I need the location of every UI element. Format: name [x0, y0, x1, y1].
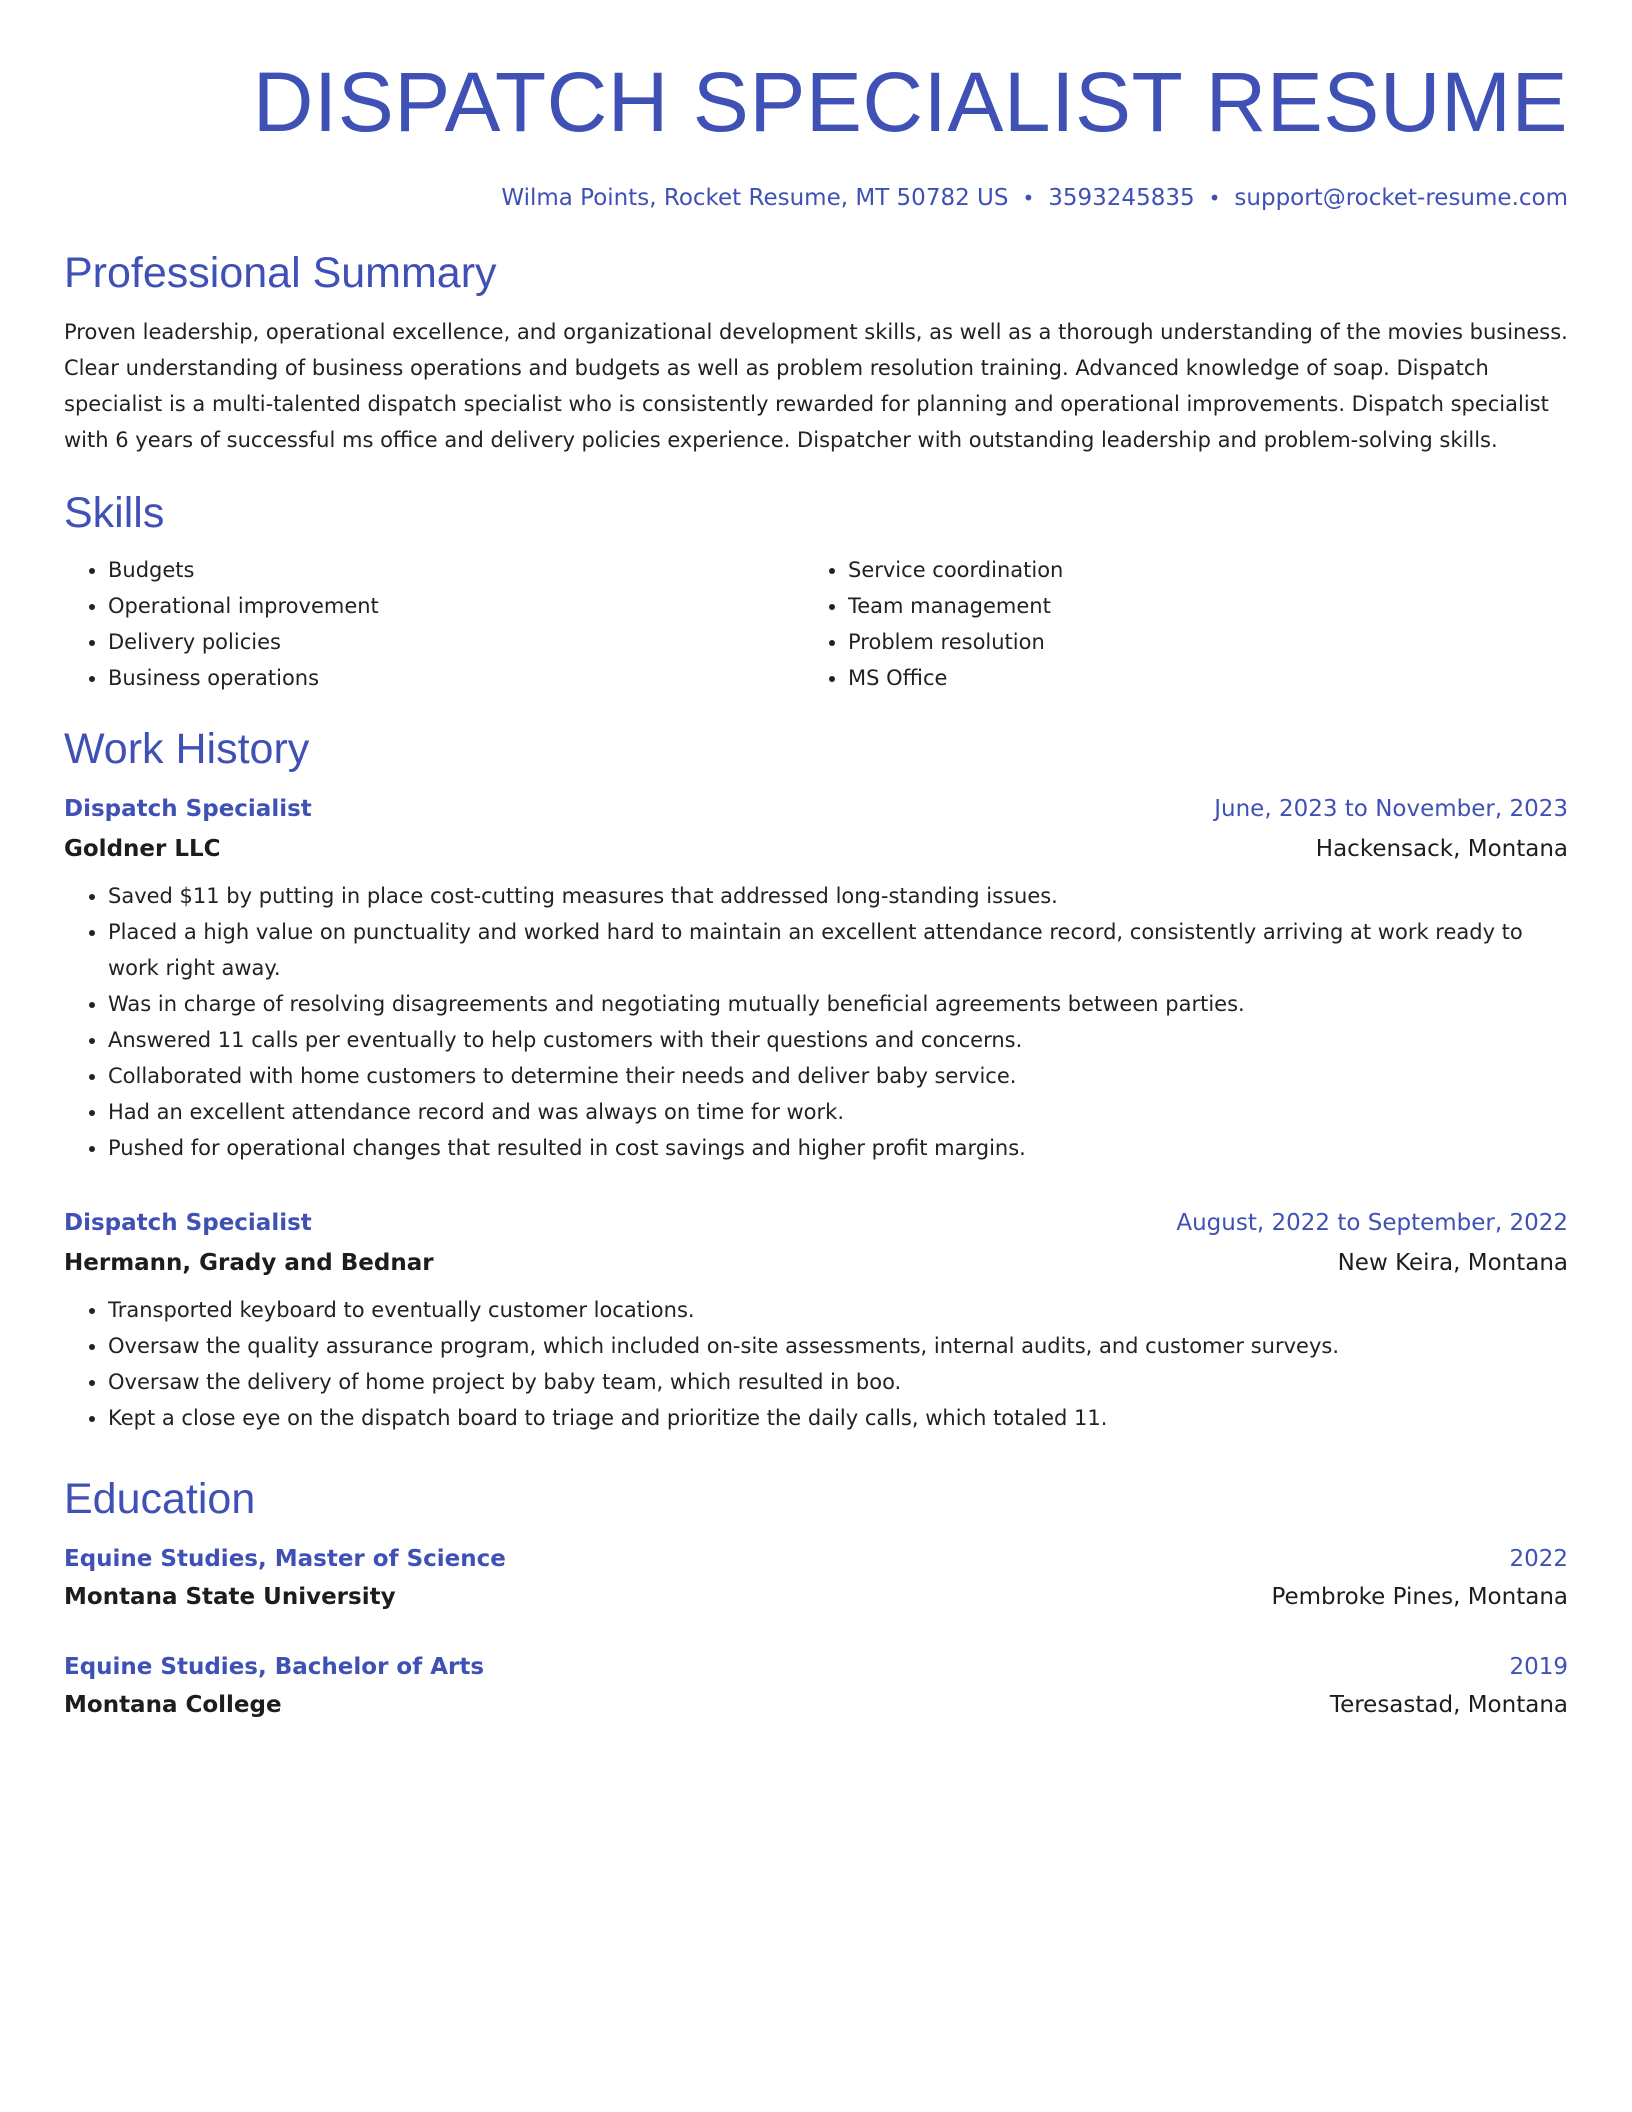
job-company-row — [64, 832, 1568, 866]
education-school: Montana State University — [64, 1584, 396, 1610]
section-title-education: Education — [64, 1475, 256, 1523]
job-bullet: • Transported keyboard to eventually customer locations. — [108, 1292, 1568, 1328]
education-degree-row — [64, 1542, 1568, 1576]
education-year: 2019 — [1509, 1654, 1568, 1680]
education-school-row — [64, 1688, 1568, 1722]
skill-item: • Budgets — [108, 552, 804, 588]
education-school-row — [64, 1580, 1568, 1614]
contact-address: Wilma Points, Rocket Resume, MT 50782 US — [501, 185, 1009, 211]
summary-text: Proven leadership, operational excellence, and organizational development skills, as well as a thorough understanding of the movies business. Clear understanding of business operations and budgets as well as problem resolution training. Advanced knowledge of soap. Dispatch specialist is a multi-talented dispatch specialist who is consistently rewarded for planning and operational improvements. Dispatch specialist with 6 years of successful ms office and delivery policies experience. Dispatcher with outstanding leadership and problem-solving skills. — [64, 320, 1568, 452]
job-bullet: • Collaborated with home customers to determine their needs and deliver baby service. — [108, 1058, 1568, 1094]
job-dates: August, 2022 to September, 2022 — [1176, 1210, 1568, 1236]
resume-title: DISPATCH SPECIALIST RESUME — [252, 55, 1568, 149]
job-bullet: • Oversaw the delivery of home project by baby team, which resulted in boo. — [108, 1364, 1568, 1400]
section-title-skills: Skills — [64, 489, 165, 537]
section-title-summary: Professional Summary — [64, 249, 497, 297]
skill-item: • Problem resolution — [848, 624, 1063, 660]
job-bullet: • Oversaw the quality assurance program, which included on-site assessments, internal audits, and customer surveys. — [108, 1328, 1568, 1364]
job-bullets — [64, 878, 1568, 1166]
job-bullet: • Pushed for operational changes that resulted in cost savings and higher profit margins. — [108, 1130, 1568, 1166]
job-bullet: • Answered 11 calls per eventually to help customers with their questions and concerns. — [108, 1022, 1568, 1058]
skills-list — [64, 552, 1568, 696]
skill-item: • Delivery policies — [108, 624, 804, 660]
job-bullet: • Kept a close eye on the dispatch board to triage and prioritize the daily calls, which totaled 11. — [108, 1400, 1568, 1436]
job-bullets — [64, 1292, 1568, 1436]
contact-separator: • — [1208, 186, 1221, 210]
job-title: Dispatch Specialist — [64, 1210, 312, 1236]
education-school: Montana College — [64, 1692, 282, 1718]
job-bullet: • Was in charge of resolving disagreements and negotiating mutually beneficial agreements between parties. — [108, 986, 1568, 1022]
job-role-row — [64, 1206, 1568, 1240]
job-entry — [64, 792, 1568, 1166]
education-degree: Equine Studies, Bachelor of Arts — [64, 1654, 485, 1680]
job-company-row — [64, 1246, 1568, 1280]
resume-header — [64, 52, 1568, 214]
education-location: Pembroke Pines, Montana — [1271, 1584, 1568, 1610]
education-location: Teresastad, Montana — [1329, 1692, 1568, 1718]
job-company: Hermann, Grady and Bednar — [64, 1250, 434, 1276]
skill-item: • MS Office — [848, 660, 1063, 696]
education-year: 2022 — [1509, 1546, 1568, 1572]
skill-item: • Service coordination — [848, 552, 1063, 588]
job-location: New Keira, Montana — [1337, 1250, 1568, 1276]
education-entry — [64, 1542, 1568, 1614]
job-role-row — [64, 792, 1568, 826]
job-bullet: • Placed a high value on punctuality and worked hard to maintain an excellent attendance record, consistently arriving at work ready to work right away. — [108, 914, 1568, 986]
education-degree: Equine Studies, Master of Science — [64, 1546, 506, 1572]
job-bullet: • Saved $11 by putting in place cost-cutting measures that addressed long-standing issues. — [108, 878, 1568, 914]
job-company: Goldner LLC — [64, 836, 221, 862]
skill-item: • Operational improvement — [108, 588, 804, 624]
contact-line — [64, 182, 1568, 214]
skill-item: • Business operations — [108, 660, 804, 696]
contact-separator: • — [1022, 186, 1035, 210]
job-title: Dispatch Specialist — [64, 796, 312, 822]
job-bullet: • Had an excellent attendance record and was always on time for work. — [108, 1094, 1568, 1130]
section-title-work-history: Work History — [64, 725, 310, 773]
job-location: Hackensack, Montana — [1315, 836, 1568, 862]
job-entry — [64, 1206, 1568, 1436]
contact-email[interactable]: support@rocket-resume.com — [1234, 185, 1568, 211]
skills-column-left — [64, 552, 804, 696]
job-dates: June, 2023 to November, 2023 — [1214, 796, 1568, 822]
contact-phone: 3593245835 — [1048, 185, 1195, 211]
education-degree-row — [64, 1650, 1568, 1684]
skill-item: • Team management — [848, 588, 1063, 624]
skills-column-right — [804, 552, 1063, 696]
education-entry — [64, 1650, 1568, 1722]
